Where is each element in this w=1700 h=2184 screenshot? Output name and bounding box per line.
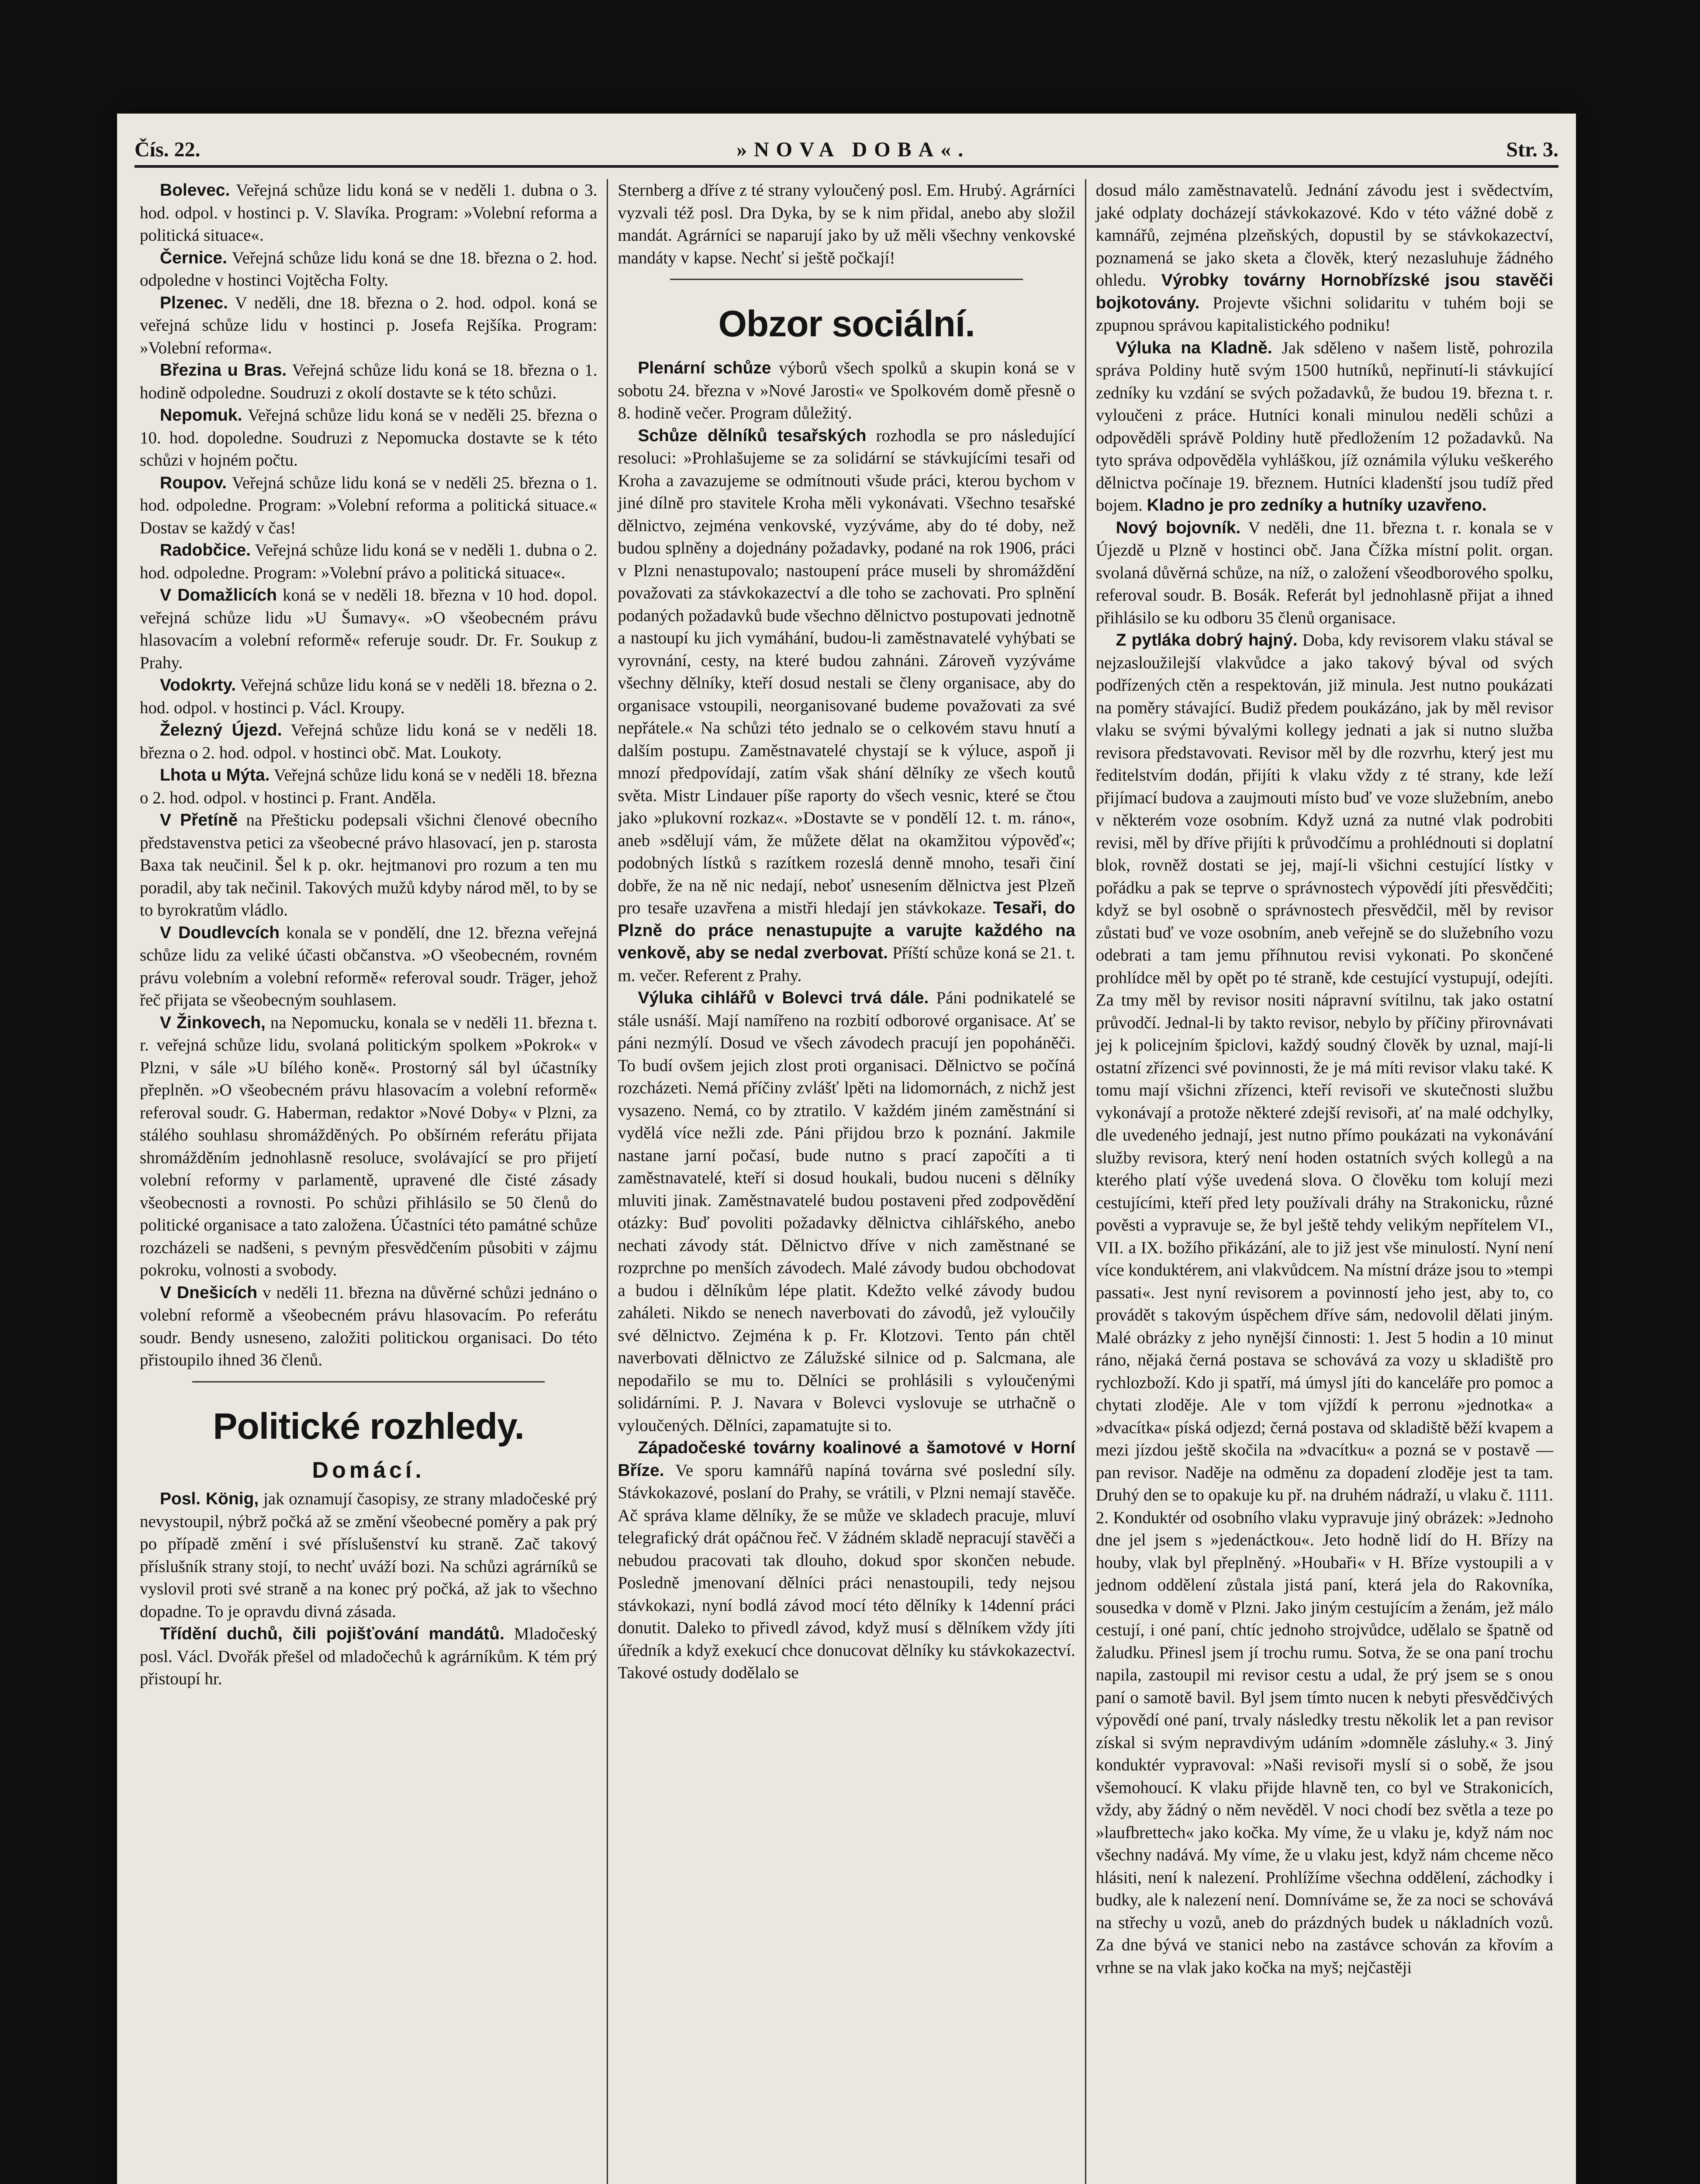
- section-title: Obzor sociální.: [718, 303, 975, 344]
- article: dosud málo zaměstnavatelů. Jednání závodu jest i svědectvím, jaké odplaty docházejí stávkokazové. Kdo v této vážné době z kamnářů, zejména plzeňských, dopustil by se stávkokazectví, poznamená se jako sketa a člověk, který nezasluhuje žádného ohledu. Výrobky továrny Hornobřízské jsou stavěči bojkotovány. Projevte všichni solidaritu v tuhém boji se zpupnou správou kapitalistického podniku!: [1095, 181, 1553, 335]
- article: Lhota u Mýta. Veřejná schůze lidu koná se v neděli 18. března o 2. hod. odpol. v hostinci p. Frant. Anděla.: [140, 766, 598, 807]
- section-title: Politické rozhledy.: [213, 1405, 524, 1447]
- article: Sternberg a dříve z té strany vyloučený posl. Em. Hrubý. Agrárníci vyzvali též posl. Dra Dyka, by se k nim přidal, anebo aby složil mandát. Agrárníci se naparují jako by už měli všechny venkovské mandáty v kapse. Nechť si ještě počkají!: [618, 181, 1075, 267]
- article: Nový bojovník. V neděli, dne 11. března t. r. konala se v Újezdě u Plzně v hostinci obč. Jana Čížka místní polit. organ. svolaná důvěrná schůze, na níž, o založení všeodborového spolku, referoval soudr. B. Bosák. Referát byl jednohlasně přijat a ihned přihlásilo se ku odboru 35 členů organisace.: [1095, 518, 1553, 627]
- article: V Žinkovech, na Nepomucku, konala se v neděli 11. března t. r. veřejná schůze lidu, svolaná politickým spolkem »Pokrok« v Plzni, v sále »U bílého koně«. Prostorný sál byl účastníky přeplněn. »O všeobecném právu hlasovacím a volební reformě« referoval soudr. G. Haberman, redaktor »Nové Doby« v Plzni, za stálého souhlasu shromážděných. Po obšírném referátu přijata shromážděním jednohlasně resoluce, svolávající se pro přijetí volební reformy v parlamentě, upravené dle čisté zásady všeobecnosti a rovnosti. Po schůzi přihlásilo se 50 členů do politické organisace a tato založena. Účastníci této památné schůze rozcházeli se nadšeni, s pevným přesvědčením působiti v zájmu pokroku, volnosti a svobody.: [140, 1013, 598, 1279]
- column-3: [1085, 179, 1563, 2184]
- columns: [130, 179, 1563, 2184]
- article: V Dnešicích v neděli 11. března na důvěrné schůzi jednáno o volební reformě a všeobecném právu hlasovacím. Po referátu soudr. Bendy usneseno, založiti politickou organisaci. Do této přistoupilo ihned 36 členů.: [140, 1283, 598, 1369]
- section-divider: [192, 1381, 545, 1382]
- page-number: Str. 3.: [1506, 138, 1558, 161]
- article: Posl. König, jak oznamují časopisy, ze strany mladočeské prý nevystoupil, nýbrž počká až se změní všeobecné poměry a pak prý po případě změní i své příslušenství ku straně. Zač takový příslušník strany stojí, to nechť uváží bozi. Na schůzi agrárníků se vyslovil proti své straně a na konec prý počká, až jak to všechno dopadne. To je opravdu divná zásada.: [140, 1489, 598, 1621]
- article: Západočeské továrny koalinové a šamotové v Horní Bříze. Ve sporu kamnářů napíná továrna své poslední síly. Stávkokazové, poslaní do Prahy, se vrátili, v Plzni nemají stavěče. Ač správa klame dělníky, že se může ve skladech pracuje, mluví telegrafický drát opáčnou řeč. V žádném skladě nepracují stavěči a nebudou pracovati tak dlouho, dokud spor skončen nebude. Posledně jmenovaní dělníci práci nenastoupili, tedy nejsou stávkokazi, nyní bodlá závod mocí této dělníky k 14denní práci donutit. Daleko to přivedl závod, když musí s dělníkem vždy jíti úředník a když exekucí chce donucovat dělníky ku stávkokazectví. Takové ostudy dodělalo se: [618, 1438, 1075, 1682]
- article: Výluka na Kladně. Jak sděleno v našem listě, pohrozila správa Poldiny hutě svým 1500 hutníků, nepřinutí-li stávkující zedníky ku vzdání se svých požadavků, že budou 19. března t. r. vyloučeni z práce. Hutníci konali minulou neděli schůzi a odpověděli správě Poldiny hutě předložením 12 požadavků. Na tyto správa odpověděla vyhláškou, jíž oznámila výluku veškerého dělnictva počínaje 19. březnem. Hutníci kladenští jsou tudíž před bojem. Kladno je pro zedníky a hutníky uzavřeno.: [1095, 338, 1553, 515]
- article: Bolevec. Veřejná schůze lidu koná se v neděli 1. dubna o 3. hod. odpol. v hostinci p. V. Slavíka. Program: »Volební reforma a politická situace«.: [140, 181, 598, 245]
- article: V Domažlicích koná se v neděli 18. března v 10 hod. dopol. veřejná schůze lidu »U Šumavy«. »O všeobecném právu hlasovacím a volební reformě« referuje soudr. Dr. Fr. Soukup z Prahy.: [140, 586, 598, 672]
- column-1: [130, 179, 607, 2184]
- newspaper-page: [117, 114, 1576, 2184]
- masthead: »NOVA DOBA«.: [736, 138, 971, 161]
- article: Železný Újezd. Veřejná schůze lidu koná se v neděli 18. března o 2. hod. odpol. v hostinci obč. Mat. Loukoty.: [140, 721, 598, 762]
- article: Z pytláka dobrý hajný. Doba, kdy revisorem vlaku stával se nejzasloužilejší vlakvůdce a jako takový býval od svých podřízených ctěn a respektován, již minula. Jest nutno poukázati na poměry stávající. Budiž předem poukázáno, jak by měl revisor vlaku se svými bývalými kollegy jednati a jak si nutno služba revisora představovati. Revisor měl by dle rozvrhu, který jest mu ředitelstvím dodán, přijíti k vlaku vždy z té strany, kde leží přijímací budova a zaujmouti místo buď ve voze služebním, anebo v některém voze osobním. Když uzná za nutné vlak podrobiti revisi, měl by dříve přijíti k průvodčímu a prohlédnouti si doplatní blok, rovněž dostati se jej, mají-li všichni cestující lístky v pořádku a pak se teprve o správnostech výpovědí jíti přesvědčiti; když se byl osobně o správnostech přesvědčil, měl by revisor zůstati buď ve voze osobním, aneb veřejně se do služebního vozu odebrati a tam jemu příhnutou revisi vykonati. Po skončené prohlídce měl by opět po té straně, kde cestující vystupují, odejíti. Za tmy měl by revisor nositi nápravní svítilnu, tak jako ostatní průvodčí. Jednal-li by takto revisor, nebylo by příčiny přirovnávati jej k policejním špiclovi, každý soudný člověk by uznal, mají-li ostatní zřízenci své povinnosti, že je má míti revisor vlaku také. K tomu mají všichni zřízenci, kteří revisoři ve skutečnosti službu vykonávají a protože některé zdejší revisoři, ať na malé odchylky, dle uvedeného jednají, jest nutno přímo poukázati na vykonávání služby revisora, který není hoden ostatních svých kollegů a na kterého platí výše uvedená slova. O člověku tom kolují mezi cestujícími, kteří před lety používali dráhy na Strakonicku, různé pověsti a vypravuje se, že byl ještě tehdy velikým nepřítelem VI., VII. a IX. božího přikázání, ale to již jest vše minulostí. Nyní není více konduktérem, ani vlakvůdcem. Na místní dráze jsou to »tempi passati«. Jest nyní revisorem a povinností jeho jest, aby to, co provádět s takovým úspěchem dříve sám, nedovolil dělati jiným. Malé obrázky z jeho nynější činnosti: 1. Jest 5 hodin a 10 minut ráno, nějaká černá postava se schovává za vozy u skladiště pro rychlozboží. Kdo ji spatří, má úmysl jíti do kanceláře pro pomoc a chytati zloděje. Ale v tom vjíždí k perronu »jednotka« a »dvacítka« píská odjezd; černá postava od skladiště běží kvapem a mezi jízdou ještě skočila na »dvacítku« a pozná se v postavě — pan revisor. Naděje na odměnu za dopadení zloděje jest ta tam. Druhý den se to opakuje ku př. na druhém nádraží, u vlaku č. 1111. 2. Konduktér od osobního vlaku vypravuje jiný obrázek: »Jednoho dne jel jsem s »jedenáctkou«. Jeto hodně lidí do H. Břízy na houby, vlak byl přeplněný. »Houbaři« v H. Bříze vystoupili a v jednom oddělení zůstala jistá paní, která jela do Rakovníka, sousedka v domě v Plzni. Jako jiným cestujícím a ženám, jež málo cestují, i oné paní, chtíc jednoho strojvůdce, udělalo se špatně od žaludku. Přinesl jsem jí trochu rumu. Sotva, že se ona paní trochu napila, zastoupil mi revisor cestu a udal, že prý jsem se s onou paní o samotě bavil. Byl jsem tímto nucen k nebyti přesvědčivých výpovědí oné paní, trvaly následky trestu několik let a pan revisor získal si svým nepravdivým udáním »domněle zásluhy.« 3. Jiný konduktér vypravoval: »Naši revisoři myslí si o sobě, že jsou všemohoucí. K vlaku přijde hlavně ten, co byl ve Strakonicích, vždy, aby žádný o něm nevěděl. V noci chodí bez světla a teze po »laufbrettech« jako kočka. My víme, že u vlaku je, když nám noc všechny nadává. My víme, že u vlaku jest, když nám chceme něco hlásiti, není k nalezení. Prohlížíme všechna oddělení, záchodky i budky, ale k nalezení není. Domníváme se, že za noci se schovává na střechy u vozů, aneb do prázdných budek u nákladních vozů. Za dne bývá ve stanici nebo na zastávce schován za křovím a vrhne se na vlak jako kočka na myš; nejčastěji: [1095, 631, 1553, 1977]
- column-2: [607, 179, 1085, 2184]
- article: Černice. Veřejná schůze lidu koná se dne 18. března o 2. hod. odpoledne v hostinci Vojtěcha Folty.: [140, 248, 598, 290]
- article: Plenární schůze výborů všech spolků a skupin koná se v sobotu 24. března v »Nové Jarosti« ve Spolkovém domě přesně o 8. hodině večer. Program důležitý.: [618, 359, 1075, 422]
- article: Výluka cihlářů v Bolevci trvá dále. Páni podnikatelé se stále usnáší. Mají namířeno na rozbití odborové organisace. Ať se páni nezmýlí. Dosud ve všech závodech pracují jen popoháněči. To budí ovšem jejich zlost proti organisaci. Dělnictvo se počíná rozcházeti. Nemá příčiny zvlášť lpěti na lidomornách, z nichž jest vysazeno. Nemá, co by ztratilo. V každém jiném zaměstnání si vydělá více nežli zde. Páni přijdou brzo k poznání. Jakmile nastane jarní počasí, bude nutno s prací započíti a ti zaměstnavatelé, kteří si dosud houkali, budou nuceni s dělníky mluviti jinak. Zaměstnavatelé budou postaveni před zodpovědění otázky: Buď povoliti požadavky dělnictva cihlářského, anebo nechati závody stát. Dělnictvo dříve v nich zaměstnané se rozprchne po menších závodech. Malé závody budou obchodovat a budou i dělníkům lépe platit. Kdežto velké závody budou zaháleti. Nikdo se nenech naverbovati do závodů, jež vyloučily své dělnictvo. Zejména k p. Fr. Klotzovi. Tento pán chtěl naverbovati dělnictvo ze Zálužské silnice od p. Salcmana, ale nepodařilo se mu to. Dělníci se prohlásili s vyloučenými solidárními. P. J. Navara v Bolevci vyslovuje se utrhačně o vyloučených. Dělníci, zapamatujte si to.: [618, 988, 1075, 1435]
- article: Roupov. Veřejná schůze lidu koná se v neděli 25. března o 1. hod. odpoledne. Program: »Volební reforma a politická situace.« Dostav se každý v čas!: [140, 473, 598, 537]
- page-header: [135, 131, 1558, 168]
- article: Březina u Bras. Veřejná schůze lidu koná se 18. března o 1. hodině odpoledne. Soudruzi z okolí dostavte se k této schůzi.: [140, 361, 598, 402]
- article: V Přetíně na Přešticku podepsali všichni členové obecního představenstva petici za všeobecné právo hlasovací, jen p. starosta Baxa tak neučinil. Šel k p. okr. hejtmanovi pro rozum a ten mu poradil, aby tak nečinil. Takových mužů kdyby národ měl, to by se to byrokratům vládlo.: [140, 811, 598, 919]
- article: Plzenec. V neděli, dne 18. března o 2. hod. odpol. koná se veřejná schůze lidu v hostinci p. Josefa Rejšíka. Program: »Volební reforma«.: [140, 293, 598, 357]
- section-subtitle: Domácí.: [312, 1457, 425, 1483]
- section-divider: [670, 279, 1023, 280]
- article: V Doudlevcích konala se v pondělí, dne 12. března veřejná schůze lidu za veliké účasti občanstva. »O všeobecném, rovném právu volebním a volební reformě« referoval soudr. Träger, jehož řeč přijata se všeobecným souhlasem.: [140, 923, 598, 1009]
- article: Nepomuk. Veřejná schůze lidu koná se v neděli 25. března o 10. hod. dopoledne. Soudruzi z Nepomucka dostavte se k této schůzi v hojném počtu.: [140, 406, 598, 470]
- issue-number: Čís. 22.: [135, 138, 200, 161]
- article: Schůze dělníků tesařských rozhodla se pro následující resoluci: »Prohlašujeme se za solidární se stávkujícími tesaři od Kroha a zavazujeme se odmítnouti všude práci, kterou bychom v jiné dílně pro stavitele Kroha měli vykonávati. Všechno tesařské dělnictvo, zejména venkovské, vyzýváme, aby do té doby, než budou splněny a dojednány požadavky, podané na rok 1906, práci v Plzni nenastupovalo; nastoupení práce museli by shromáždění považovati za stávkokazectví a dle toho se zachovati. Pro splnění podaných požadavků bude všechno dělnictvo postupovati jednotně a nastoupí ku jich vymáhání, budou-li zaměstnavatelé vyhýbati se vyrovnání, cesty, na které budou zahnáni. Zároveň vyzýváme všechny dělníky, kteří dosud nestali se členy organisace, aby do organisace vstoupili, neorganisované budeme považovati za své nepřátele.« Na schůzi této jednalo se o celkovém stavu hnutí a dalším postupu. Zaměstnavatelé chystají se k výluce, aspoň ji mnozí předpovídají, zatím však shání dělníky ze všech koutů světa. Mistr Lindauer píše raporty do všech vesnic, které se čtou jako »plukovní rozkaz«. »Dostavte se v pondělí 12. t. m. ráno«, aneb »sdělují vám, že můžete dělat na okamžitou výpověď«; podobných lístků s razítkem rozeslá denně mnoho, tesaři činí dobře, že na ně nic nedají, neboť usnesením dělnictva jest Plzeň pro tesaře uzavřena a mistři hledají jen stávkokaze. Tesaři, do Plzně do práce nenastupujte a varujte každého na venkově, aby se nedal zverbovat. Příští schůze koná se 21. t. m. večer. Referent z Prahy.: [618, 426, 1075, 985]
- article: Třídění duchů, čili pojišťování mandátů. Mladočeský posl. Václ. Dvořák přešel od mladočechů k agrárníkům. K tém prý přistoupí hr.: [140, 1624, 598, 1688]
- article: Radobčice. Veřejná schůze lidu koná se v neděli 1. dubna o 2. hod. odpoledne. Program: »Volební právo a politická situace«.: [140, 541, 598, 582]
- article: Vodokrty. Veřejná schůze lidu koná se v neděli 18. března o 2. hod. odpol. v hostinci p. Václ. Kroupy.: [140, 676, 598, 717]
